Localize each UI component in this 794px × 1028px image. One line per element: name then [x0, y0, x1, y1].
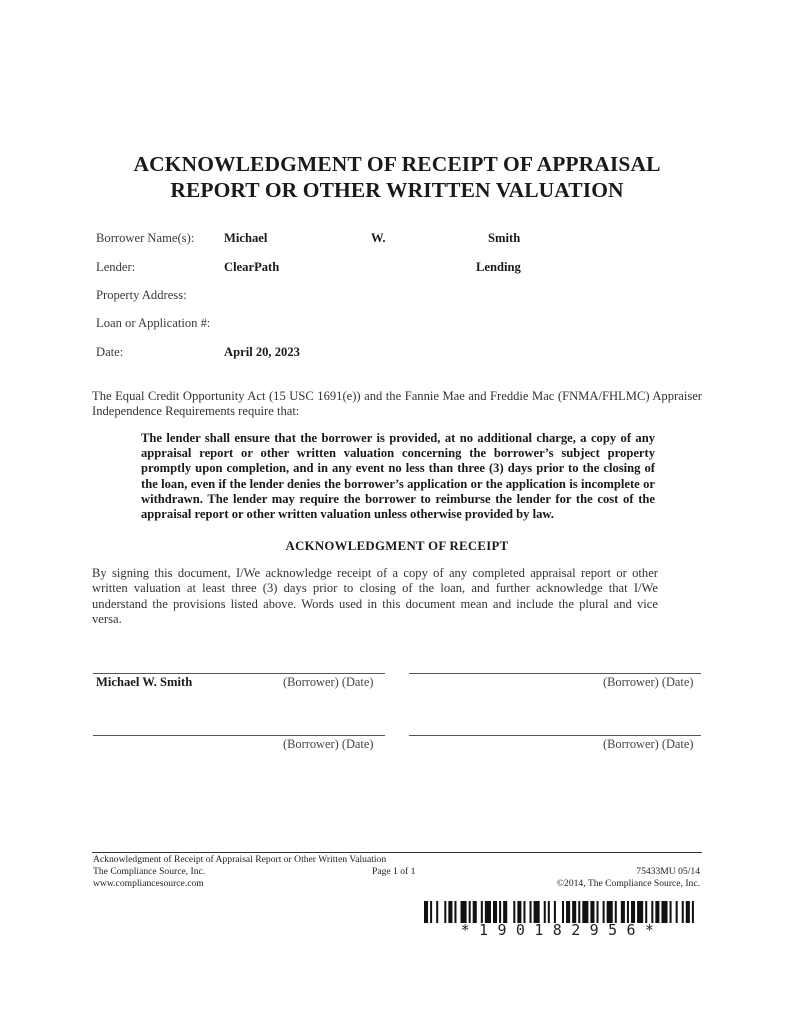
document-title-line-1: ACKNOWLEDGMENT OF RECEIPT OF APPRAISAL — [133, 152, 661, 176]
barcode-bar — [523, 901, 525, 923]
barcode-bar — [499, 901, 501, 923]
acknowledgment-heading: ACKNOWLEDGMENT OF RECEIPT — [285, 539, 509, 553]
footer-page-number: Page 1 of 1 — [372, 866, 416, 877]
barcode-bar — [444, 901, 446, 923]
barcode-bar — [481, 901, 483, 923]
barcode-bar — [530, 901, 532, 923]
footer-form-title: Acknowledgment of Receipt of Appraisal Report or Other Written Valuation — [93, 854, 387, 865]
barcode-bar — [469, 901, 471, 923]
barcode-bar — [461, 901, 467, 923]
borrower-1-printed-name: Michael W. Smith — [96, 675, 193, 689]
barcode-bar — [603, 901, 605, 923]
barcode-bar — [676, 901, 678, 923]
date-value: April 20, 2023 — [224, 345, 300, 359]
barcode-bar — [517, 901, 521, 923]
footer-form-number: 75433MU 05/14 — [636, 866, 700, 877]
barcode-bar — [572, 901, 576, 923]
barcode-bar — [645, 901, 647, 923]
barcode-bar — [566, 901, 570, 923]
barcode-bar — [503, 901, 507, 923]
barcode-bar — [534, 901, 540, 923]
footer-company: The Compliance Source, Inc. — [93, 866, 206, 877]
barcode-bar — [493, 901, 497, 923]
signature-line-1 — [93, 673, 385, 674]
signature-line-3 — [93, 735, 385, 736]
lender-label: Lender: — [96, 260, 136, 274]
barcode-bar — [637, 901, 643, 923]
barcode-bar — [682, 901, 684, 923]
lender-name-part-1: ClearPath — [224, 260, 280, 274]
barcode-bar — [627, 901, 629, 923]
barcode-bar — [548, 901, 550, 923]
footer-website: www.compliancesource.com — [93, 878, 204, 889]
barcode-bar — [615, 901, 617, 923]
signature-line-2 — [409, 673, 701, 674]
borrower-date-label-3: (Borrower) (Date) — [283, 737, 374, 751]
barcode-bar — [554, 901, 556, 923]
signature-line-4 — [409, 735, 701, 736]
barcode-bar — [424, 901, 428, 923]
barcode-bar — [670, 901, 672, 923]
requirement-quote: The lender shall ensure that the borrower is provided, at no additional charge, a copy of any appraisal report or other written valuation concerning the borrower’s subject property promptly upon completion, and in any event no less than three (3) days prior to the closing of the loan, even if the lender denies the borrower’s application or the application is incomplete or withdrawn. The lender may require the borrower to reimburse the lender for the cost of the appraisal report or other written valuation unless otherwise provided by law. — [141, 431, 655, 522]
intro-paragraph: The Equal Credit Opportunity Act (15 USC 1691(e)) and the Fannie Mae and Freddie Mac (FNMA/FHLMC) Appraiser Independence Requirements require that: — [92, 389, 702, 419]
barcode-bar — [597, 901, 599, 923]
barcode-bar — [473, 901, 477, 923]
barcode-bar — [578, 901, 580, 923]
barcode-bar — [513, 901, 515, 923]
footer-rule — [92, 852, 702, 853]
barcode-bar — [454, 901, 456, 923]
barcode-image — [424, 901, 700, 923]
barcode-bar — [448, 901, 452, 923]
barcode-bar — [686, 901, 690, 923]
date-label: Date: — [96, 345, 124, 359]
document-title-line-2: REPORT OR OTHER WRITTEN VALUATION — [170, 178, 624, 202]
barcode-bar — [621, 901, 625, 923]
barcode-bar — [582, 901, 588, 923]
borrower-name-label: Borrower Name(s): — [96, 231, 195, 245]
barcode-bar — [651, 901, 653, 923]
barcode-text: *19018295​6* — [460, 921, 664, 939]
barcode-bar — [430, 901, 432, 923]
footer-copyright: ©2014, The Compliance Source, Inc. — [556, 878, 700, 889]
barcode-bar — [590, 901, 594, 923]
barcode-bar — [485, 901, 491, 923]
acknowledgment-paragraph: By signing this document, I/We acknowledge receipt of a copy of any completed appraisal report or other written valuation at least three (3) days prior to closing of the loan, and further acknowledge that I/We understand the provisions listed above. Words used in this document mean and include the plural and vice versa. — [92, 566, 658, 627]
barcode-bar — [655, 901, 659, 923]
lender-name-part-2: Lending — [476, 260, 521, 274]
borrower-first-name: Michael — [224, 231, 268, 245]
borrower-date-label-4: (Borrower) (Date) — [603, 737, 694, 751]
borrower-middle-initial: W. — [371, 231, 386, 245]
barcode-bar — [631, 901, 635, 923]
barcode-bar — [661, 901, 667, 923]
barcode-bar — [436, 901, 438, 923]
borrower-date-label-2: (Borrower) (Date) — [603, 675, 694, 689]
loan-number-label: Loan or Application #: — [96, 316, 211, 330]
barcode-bar — [562, 901, 564, 923]
borrower-last-name: Smith — [488, 231, 521, 245]
barcode-bar — [692, 901, 694, 923]
barcode-bar — [607, 901, 613, 923]
property-address-label: Property Address: — [96, 288, 187, 302]
barcode-bar — [544, 901, 546, 923]
borrower-date-label-1: (Borrower) (Date) — [283, 675, 374, 689]
